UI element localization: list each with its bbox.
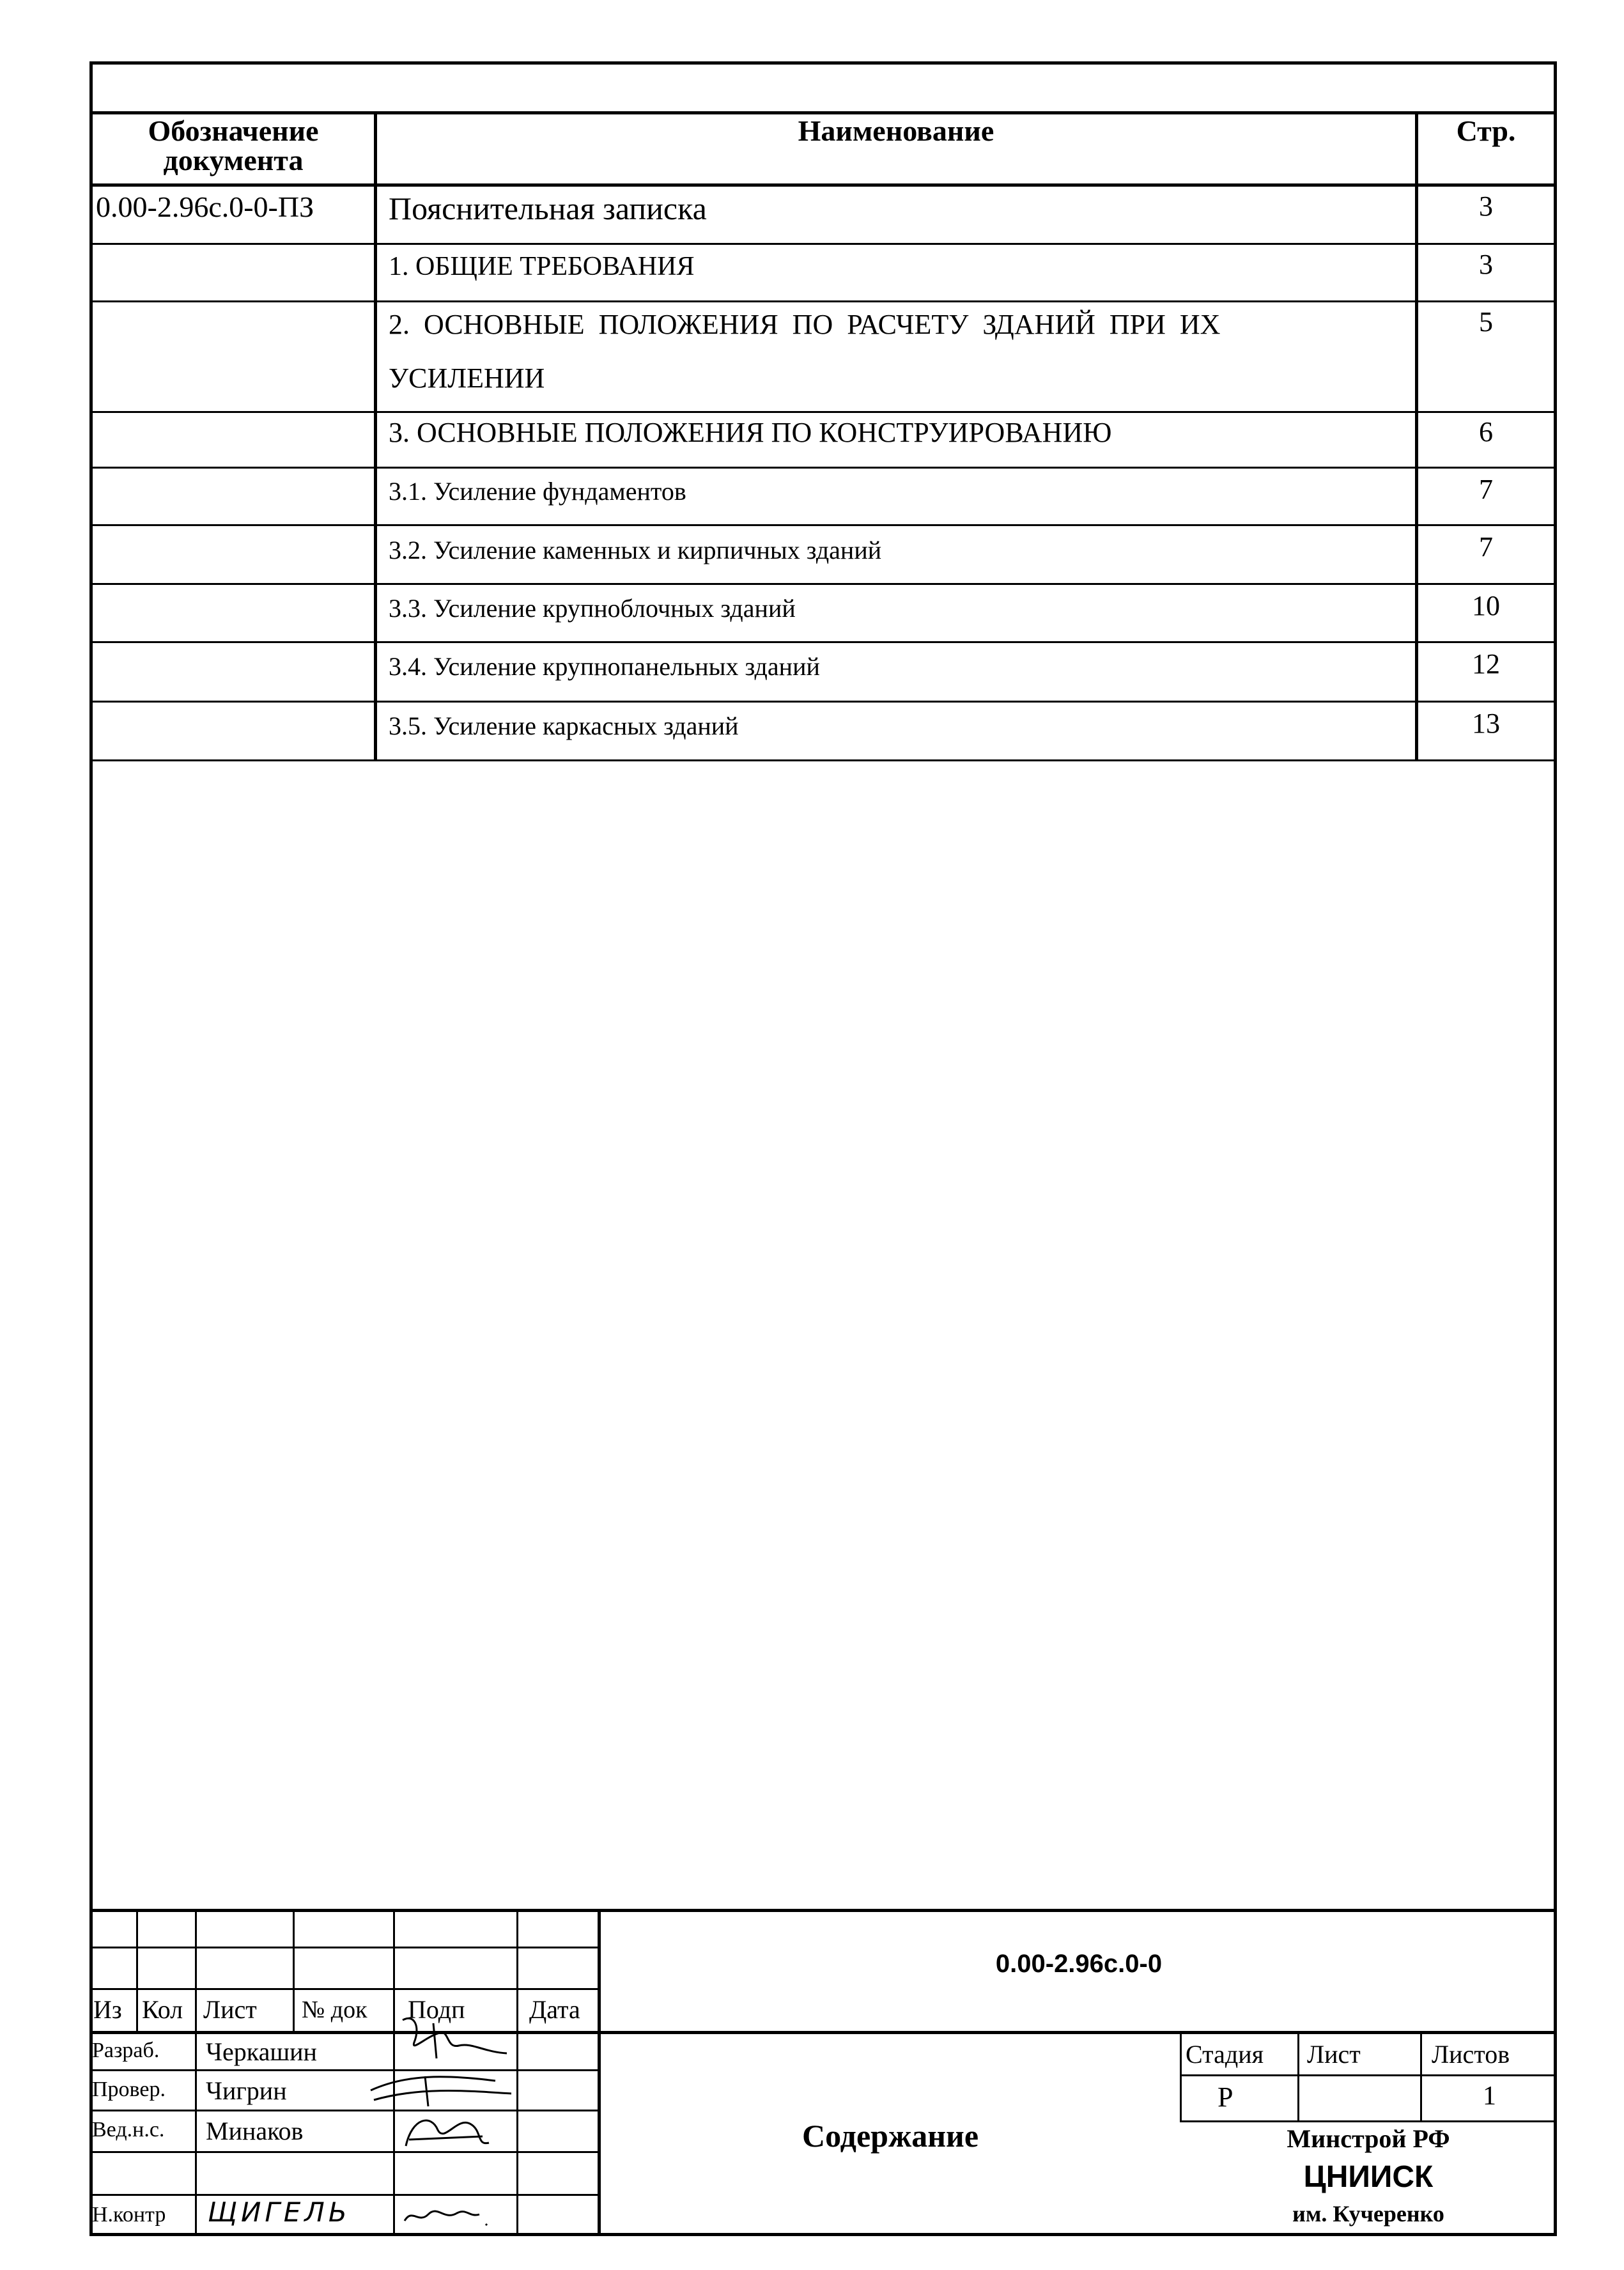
col-line	[374, 111, 377, 761]
stamp-row-line	[89, 1947, 598, 1948]
signature-image	[395, 2014, 516, 2071]
stamp-title: Содержание	[801, 2118, 979, 2154]
row-name-line1: 2. ОСНОВНЫЕ ПОЛОЖЕНИЯ ПО РАСЧЕТУ ЗДАНИЙ ПРИ ИХ	[389, 309, 1221, 340]
header-name: Наименование	[798, 114, 994, 147]
row-line	[89, 524, 1557, 526]
row-line	[89, 411, 1557, 413]
row-page: 7	[1479, 474, 1493, 505]
stamp-col-date: Дата	[529, 1995, 580, 2024]
stamp-row-line	[89, 2194, 598, 2196]
signature-image	[399, 2111, 495, 2152]
stamp-org-line1: Минстрой РФ	[1287, 2124, 1450, 2153]
stamp-org-line3: им. Кучеренко	[1292, 2201, 1444, 2227]
stamp-col-sign: Подп	[408, 1995, 465, 2024]
stamp-person: Черкашин	[206, 2037, 317, 2066]
row-doc-code: 0.00-2.96с.0-0-ПЗ	[96, 190, 314, 223]
stamp-col-line	[136, 1909, 138, 2031]
stamp-col-iz: Из	[93, 1995, 122, 2024]
stamp-row-line	[1180, 2120, 1557, 2122]
row-line	[89, 243, 1557, 245]
stamp-role: Вед.н.с.	[92, 2118, 165, 2142]
row-page: 3	[1479, 190, 1493, 222]
stamp-org-line2: ЦНИИСК	[1303, 2160, 1434, 2194]
stamp-top-line	[89, 1909, 1557, 1912]
row-line	[89, 701, 1557, 703]
stamp-doc-code: 0.00-2.96с.0-0	[995, 1950, 1163, 1978]
row-name-line2: УСИЛЕНИИ	[389, 362, 545, 394]
row-line	[89, 300, 1557, 302]
stamp-stage-value: Р	[1218, 2081, 1233, 2113]
stamp-person: Минаков	[206, 2117, 304, 2145]
stamp-person: Чигрин	[206, 2076, 287, 2105]
stamp-row-line	[89, 2031, 1557, 2034]
row-name: 3.4. Усиление крупнопанельных зданий	[389, 652, 820, 681]
header-designation: Обозначение документа	[148, 114, 319, 176]
stamp-col-line	[195, 1909, 197, 2236]
row-page: 3	[1479, 249, 1493, 280]
stamp-sheets-label: Листов	[1432, 2040, 1510, 2069]
row-page: 12	[1472, 648, 1500, 680]
row-page: 5	[1479, 306, 1493, 338]
row-page: 6	[1479, 416, 1493, 447]
stamp-row-line	[89, 2069, 598, 2071]
signature-image	[399, 2195, 495, 2232]
row-page: 13	[1472, 708, 1500, 739]
stamp-row-line	[1180, 2074, 1557, 2076]
row-name: 3.2. Усиление каменных и кирпичных зданий	[389, 536, 882, 564]
stamp-col-kol: Кол	[142, 1995, 183, 2024]
stamp-role: Н.контр	[92, 2203, 166, 2227]
row-name: 3.1. Усиление фундаментов	[389, 477, 686, 506]
stamp-col-line	[293, 1909, 295, 2031]
stamp-col-list: Лист	[203, 1995, 257, 2024]
row-line	[89, 641, 1557, 643]
header-page: Стр.	[1456, 114, 1516, 147]
row-name: 3.5. Усиление каркасных зданий	[389, 711, 739, 740]
stamp-stage-label: Стадия	[1186, 2040, 1264, 2069]
stamp-sheet-label: Лист	[1307, 2040, 1361, 2069]
row-name: Пояснительная записка	[389, 190, 707, 226]
signature-image	[367, 2071, 514, 2110]
row-page: 10	[1472, 590, 1500, 621]
row-line	[89, 759, 1557, 761]
stamp-row-line	[89, 2110, 598, 2111]
stamp-sheets-value: 1	[1483, 2081, 1496, 2111]
stamp-role: Провер.	[92, 2078, 166, 2101]
header-bottom-line	[89, 183, 1557, 187]
stamp-col-doc: № док	[302, 1996, 367, 2023]
row-name: 3. ОСНОВНЫЕ ПОЛОЖЕНИЯ ПО КОНСТРУИРОВАНИЮ	[389, 417, 1112, 448]
stamp-col-line	[516, 1909, 518, 2236]
stamp-person-handwritten: ЩИГЕЛЬ	[208, 2196, 351, 2228]
stamp-row-line	[89, 2151, 598, 2153]
row-line	[89, 467, 1557, 469]
stamp-row-line	[89, 1988, 598, 1990]
row-name: 3.3. Усиление крупноблочных зданий	[389, 594, 796, 623]
row-line	[89, 583, 1557, 585]
row-name: 1. ОБЩИЕ ТРЕБОВАНИЯ	[389, 252, 695, 281]
row-page: 7	[1479, 531, 1493, 563]
stamp-role: Разраб.	[92, 2039, 160, 2062]
